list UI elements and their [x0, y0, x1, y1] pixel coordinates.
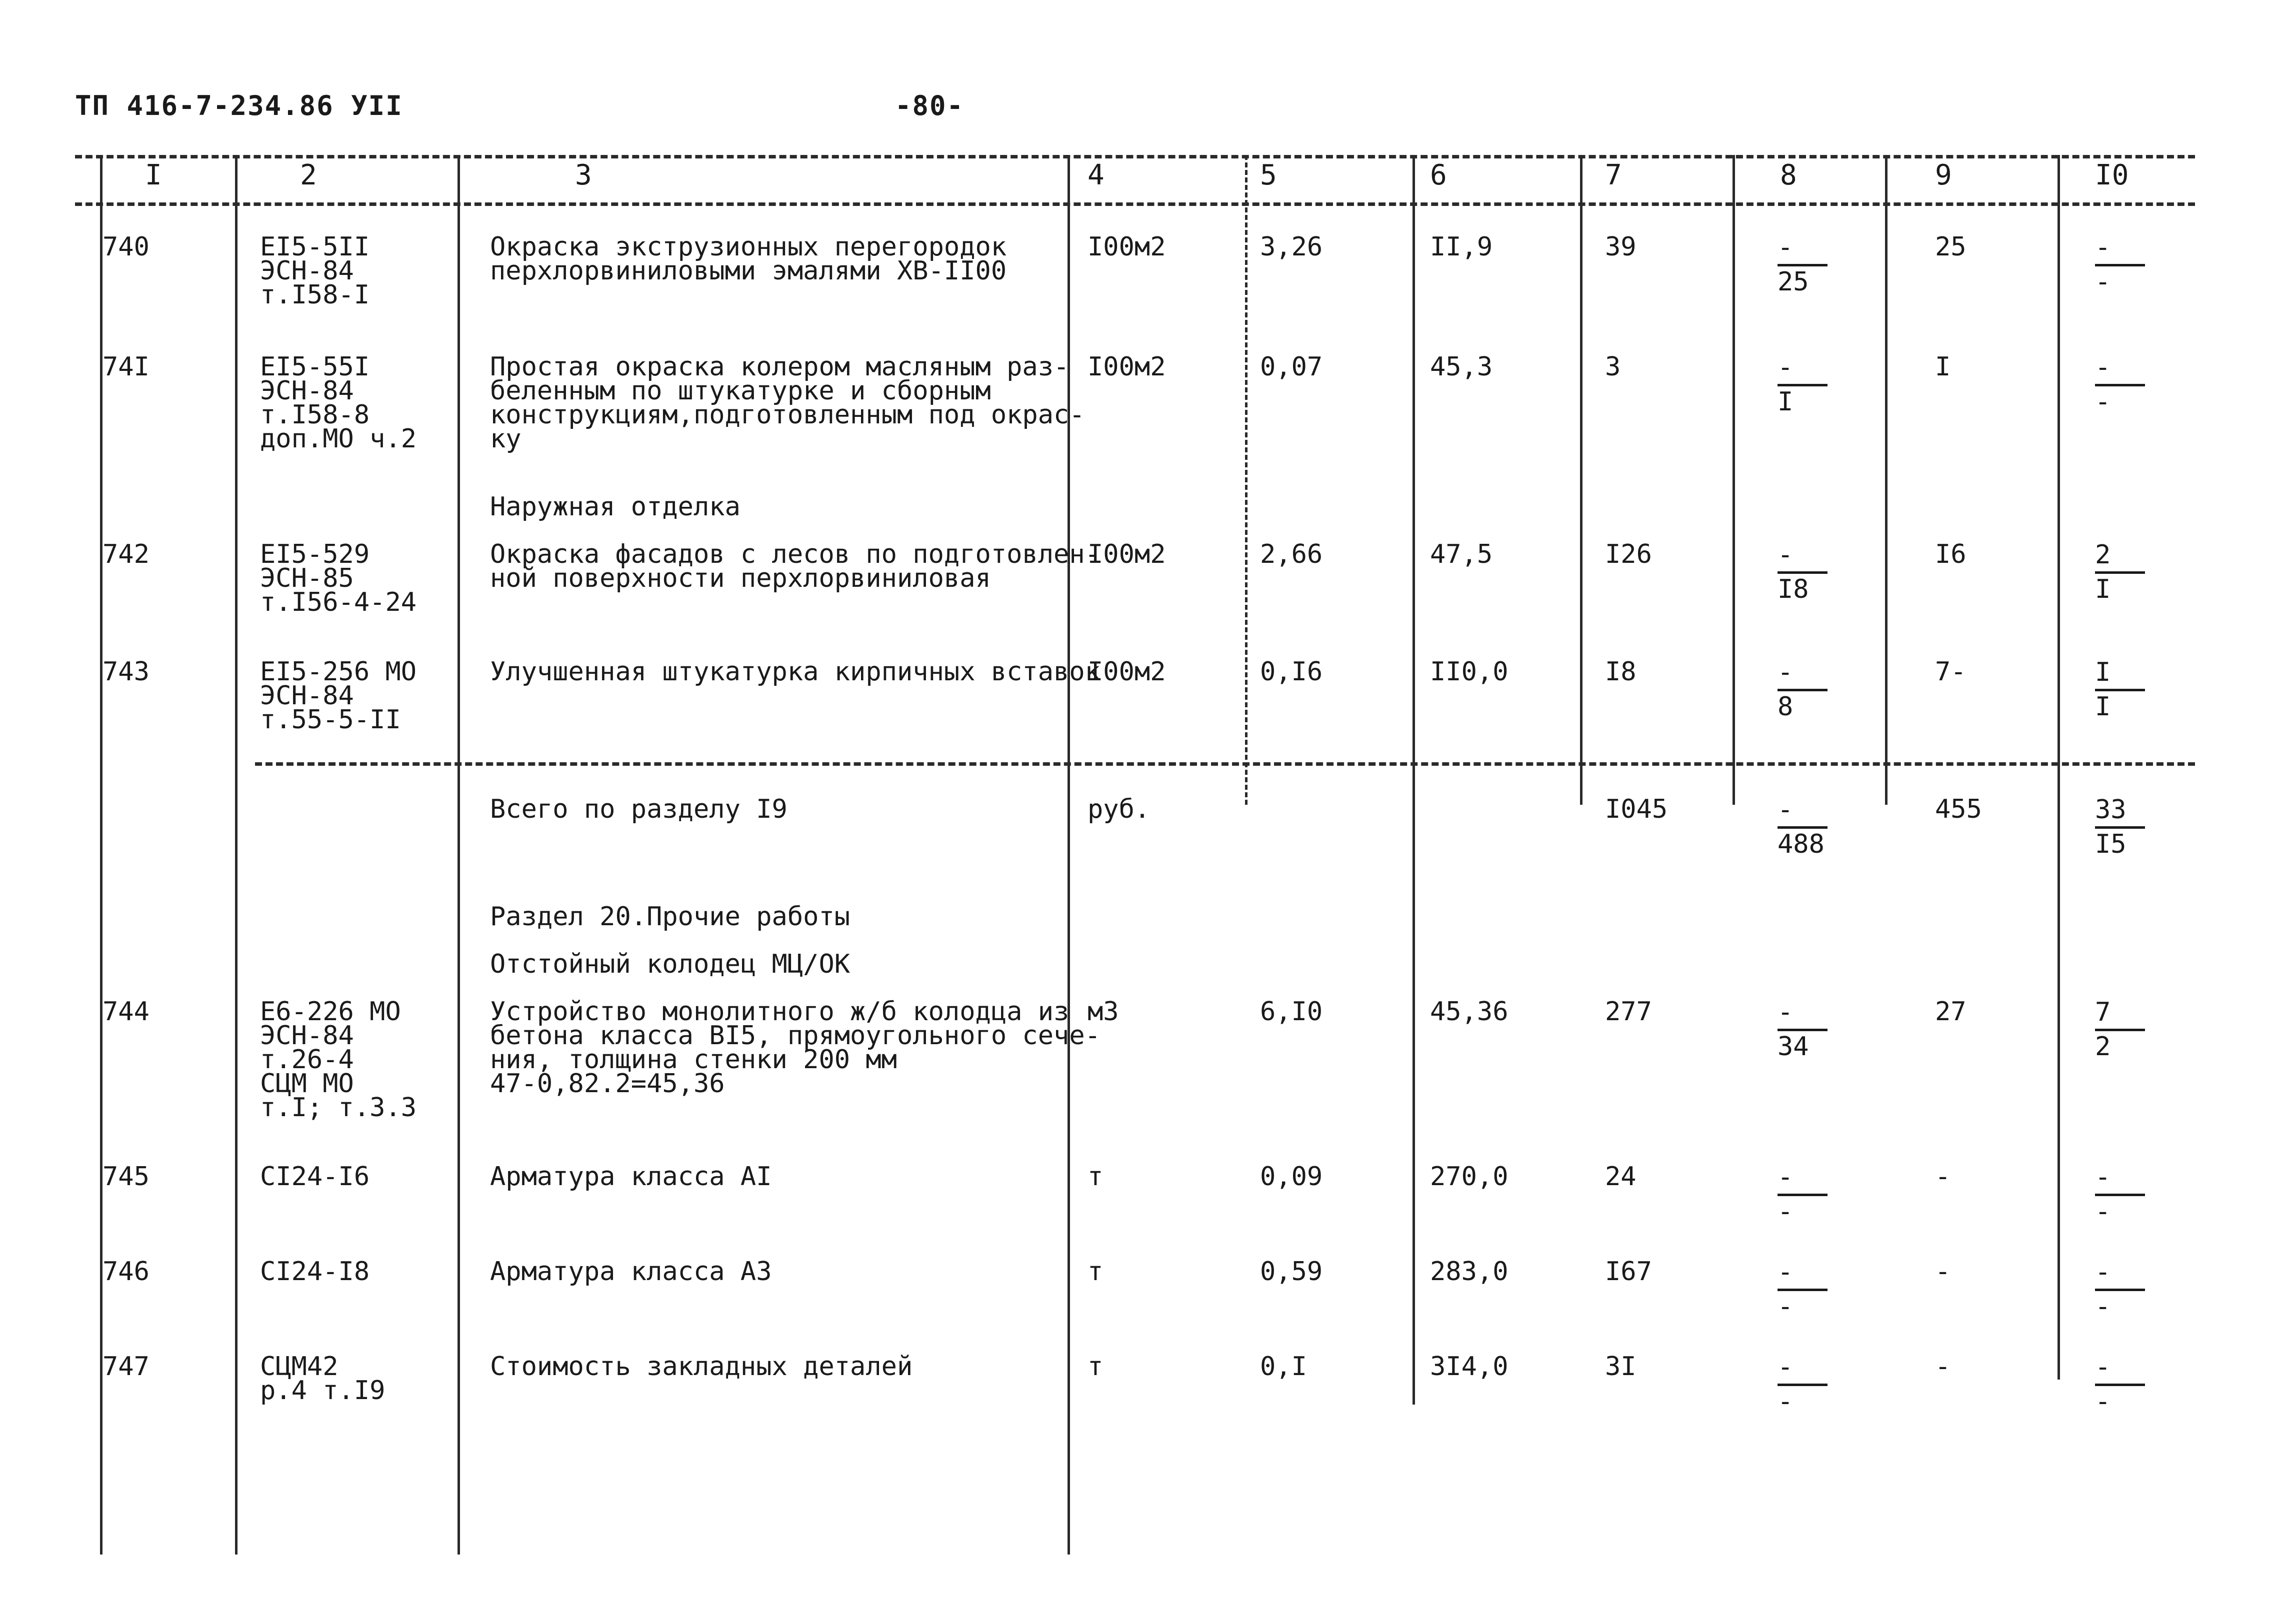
col-header-9: 9	[1935, 159, 1952, 191]
table-top-rule	[75, 155, 2195, 158]
col-line-9	[1885, 155, 1888, 805]
section-total-col8: - 488	[1778, 797, 1828, 858]
row-743-unit: I00м2	[1088, 657, 1166, 687]
row-742-no: 742	[102, 539, 150, 569]
row-742-unit: I00м2	[1088, 539, 1166, 569]
col-header-8: 8	[1780, 159, 1797, 191]
section-total-label: Всего по разделу I9	[490, 794, 788, 824]
row-747-price: 3I4,0	[1430, 1352, 1508, 1382]
row-745-no: 745	[102, 1162, 150, 1192]
row-741-unit: I00м2	[1088, 352, 1166, 382]
section-exterior-heading: Наружная отделка	[490, 492, 740, 522]
row-742-code: ЕI5-529 ЭСН-85 т.I56-4-24	[260, 539, 417, 617]
row-740-desc: Окраска экструзионных перегородок перхлорвиниловыми эмалями ХВ-II00	[490, 232, 1007, 286]
row-747-col9: -	[1935, 1352, 1951, 1382]
row-743-col10: $\frac{I}{I}$	[2095, 660, 2145, 720]
col-header-2: 2	[300, 159, 317, 191]
row-740-col9: 25	[1935, 232, 1966, 262]
row-741-col8: - I	[1778, 355, 1828, 415]
col-line-5	[1245, 155, 1248, 805]
row-746-desc: Арматура класса А3	[490, 1257, 772, 1287]
row-745-col10: - -	[2095, 1165, 2145, 1225]
row-745-col9: -	[1935, 1162, 1951, 1192]
row-740-col10: - -	[2095, 235, 2145, 295]
row-746-qty: 0,59	[1260, 1257, 1323, 1287]
row-742-price: 47,5	[1430, 539, 1493, 569]
col-header-1: I	[145, 159, 162, 191]
row-744-no: 744	[102, 997, 150, 1027]
row-740-total: 39	[1605, 232, 1636, 262]
row-743-col9: 7-	[1935, 657, 1966, 687]
row-744-desc: Устройство монолитного ж/б колодца из бетона класса ВI5, прямоугольного сече- ния, толщина стенки 200 мм 47-0,82.2=45,36	[490, 997, 1100, 1099]
row-746-no: 746	[102, 1257, 150, 1287]
row-746-col10: - -	[2095, 1260, 2145, 1320]
section-total-sum: I045	[1605, 794, 1668, 824]
row-742-col8: - I8	[1778, 542, 1828, 603]
row-747-qty: 0,I	[1260, 1352, 1307, 1382]
row-746-code: СI24-I8	[260, 1257, 370, 1287]
row-746-unit: т	[1088, 1257, 1104, 1287]
col-line-10	[2058, 155, 2060, 1380]
table-header-rule	[75, 202, 2195, 206]
row-744-col8: - 34	[1778, 1000, 1828, 1060]
row-746-total: I67	[1605, 1257, 1652, 1287]
row-746-col9: -	[1935, 1257, 1951, 1287]
row-742-col9: I6	[1935, 539, 1966, 569]
row-742-qty: 2,66	[1260, 539, 1323, 569]
row-740-code: ЕI5-5II ЭСН-84 т.I58-I	[260, 232, 370, 310]
row-747-col8: - -	[1778, 1355, 1828, 1415]
row-747-desc: Стоимость закладных деталей	[490, 1352, 913, 1382]
row-747-no: 747	[102, 1352, 150, 1382]
subsection-well-heading: Отстойный колодец МЦ/ОК	[490, 949, 850, 979]
row-744-col10: $\frac{7}{2}$	[2095, 1000, 2145, 1060]
row-745-desc: Арматура класса АI	[490, 1162, 772, 1192]
row-743-no: 743	[102, 657, 150, 687]
row-744-code: Е6-226 МО ЭСН-84 т.26-4 СЦМ МО т.I; т.3.3	[260, 997, 417, 1123]
row-740-qty: 3,26	[1260, 232, 1323, 262]
row-747-total: 3I	[1605, 1352, 1636, 1382]
row-747-col10: - -	[2095, 1355, 2145, 1415]
row-741-price: 45,3	[1430, 352, 1493, 382]
row-743-col8: - 8	[1778, 660, 1828, 720]
row-740-unit: I00м2	[1088, 232, 1166, 262]
row-743-code: ЕI5-256 МО ЭСН-84 т.55-5-II	[260, 657, 417, 735]
row-743-total: I8	[1605, 657, 1636, 687]
row-745-qty: 0,09	[1260, 1162, 1323, 1192]
col-header-10: I0	[2095, 159, 2129, 191]
row-746-price: 283,0	[1430, 1257, 1508, 1287]
col-line-3	[458, 155, 460, 1555]
row-744-col9: 27	[1935, 997, 1966, 1027]
row-747-code: СЦМ42 р.4 т.I9	[260, 1352, 386, 1406]
row-742-col10: $\frac{2}{I}$	[2095, 542, 2145, 603]
row-740-col8: - 25	[1778, 235, 1828, 295]
row-744-price: 45,36	[1430, 997, 1508, 1027]
section-20-heading: Раздел 20.Прочие работы	[490, 902, 850, 932]
col-line-2	[235, 155, 238, 1555]
row-742-total: I26	[1605, 539, 1652, 569]
row-744-qty: 6,I0	[1260, 997, 1323, 1027]
col-header-5: 5	[1260, 159, 1277, 191]
row-741-desc: Простая окраска колером масляным раз- беленным по штукатурке и сборным конструкциям,подготовленным под окрас- ку	[490, 352, 1085, 454]
section-total-rule	[255, 762, 2195, 766]
col-header-6: 6	[1430, 159, 1447, 191]
col-header-3: 3	[575, 159, 592, 191]
document-code: ТП 416-7-234.86 УII	[75, 90, 403, 121]
row-743-desc: Улучшенная штукатурка кирпичных вставок	[490, 657, 1100, 687]
row-745-price: 270,0	[1430, 1162, 1508, 1192]
row-743-price: II0,0	[1430, 657, 1508, 687]
section-total-col10: $\frac{33}{I5}$	[2095, 797, 2145, 858]
section-total-unit: руб.	[1088, 794, 1150, 824]
row-745-total: 24	[1605, 1162, 1636, 1192]
row-741-no: 74I	[102, 352, 150, 382]
row-741-col9: I	[1935, 352, 1951, 382]
page-number: -80-	[895, 90, 964, 121]
row-744-total: 277	[1605, 997, 1652, 1027]
row-744-unit: м3	[1088, 997, 1119, 1027]
row-740-price: II,9	[1430, 232, 1493, 262]
col-line-7	[1580, 155, 1582, 805]
section-total-col9: 455	[1935, 794, 1982, 824]
col-line-8	[1732, 155, 1735, 805]
col-header-4: 4	[1088, 159, 1104, 191]
row-745-code: СI24-I6	[260, 1162, 370, 1192]
row-745-col8: - -	[1778, 1165, 1828, 1225]
col-header-7: 7	[1605, 159, 1622, 191]
row-743-qty: 0,I6	[1260, 657, 1323, 687]
row-741-qty: 0,07	[1260, 352, 1323, 382]
row-740-no: 740	[102, 232, 150, 262]
col-line-6	[1412, 155, 1415, 1405]
row-741-col10: - -	[2095, 355, 2145, 415]
row-741-total: 3	[1605, 352, 1621, 382]
row-742-desc: Окраска фасадов с лесов по подготовлен- ной поверхности перхлорвиниловая	[490, 539, 1100, 593]
row-741-code: ЕI5-55I ЭСН-84 т.I58-8 доп.МО ч.2	[260, 352, 417, 454]
row-746-col8: - -	[1778, 1260, 1828, 1320]
row-745-unit: т	[1088, 1162, 1104, 1192]
row-747-unit: т	[1088, 1352, 1104, 1382]
